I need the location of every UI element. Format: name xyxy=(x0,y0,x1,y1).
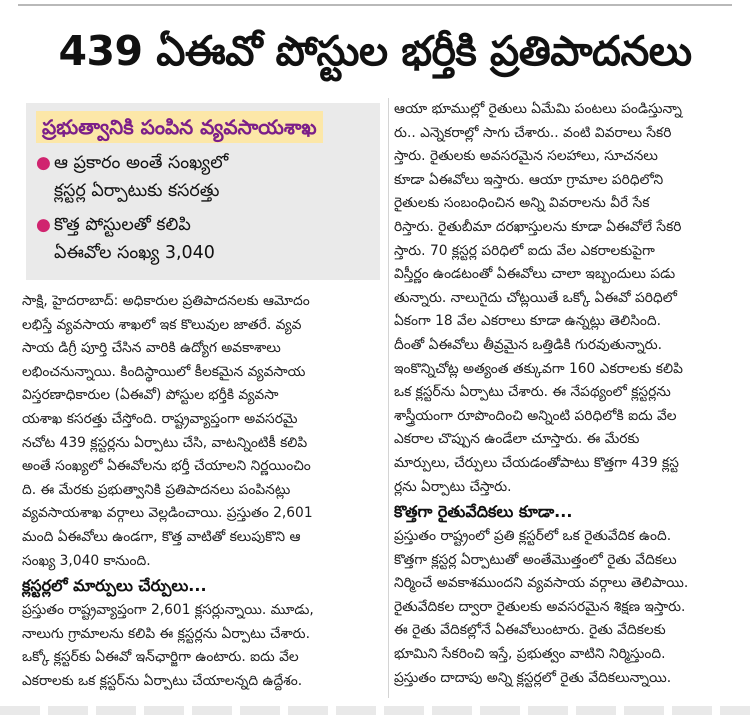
text-line: రు.. ఎన్నెకరాల్లో సాగు చేశారు.. వంటి వివరాలు సేకరి xyxy=(394,124,672,141)
highlight-box xyxy=(26,103,380,280)
bullet-dot-icon: ● xyxy=(36,153,51,173)
text-line: శాస్త్రీయంగా రూపొందించి అన్నింటి పరిధిలోకి ఐదు వేల xyxy=(394,407,677,424)
text-line: ప్రస్తుతం రాష్ట్రంలో ప్రతి క్లస్టర్‌లో ఒక రైతువేదిక ఉంది. xyxy=(394,528,672,545)
text-line: దీంతో ఏఈవోలు తీవ్రమైన ఒత్తిడికి గురవుతున్నారు. xyxy=(394,336,663,353)
highlight-title: ప్రభుత్వానికి పంపిన వ్యవసాయశాఖ xyxy=(36,111,323,143)
text-line: ఒక్కో క్లస్టర్‌కు ఏఈవో ఇన్‌ఛార్జిగా ఉంటారు. ఐదు వేల xyxy=(22,649,299,666)
text-line: ఇంకొన్నిచోట్ల అత్యంత తక్కువగా 160 ఎకరాలకు కలిపి xyxy=(394,360,683,377)
bullet-line: ఏఈవోల సంఖ్య 3,040 xyxy=(54,243,215,263)
left-paragraph-1 xyxy=(22,290,387,573)
bullet-line: ఆ ప్రకారం అంతే సంఖ్యలో xyxy=(54,153,229,173)
text-line: ఎకరాల చొప్పున ఉండేలా చూస్తారు. ఈ మేరకు xyxy=(394,431,640,448)
bullet-dot-icon: ● xyxy=(36,215,51,235)
bottom-rule xyxy=(0,706,750,715)
text-line: ఏకంగా 18 వేల ఎకరాలు కూడా ఉన్నట్లు తెలిసింది. xyxy=(394,313,662,330)
right-paragraph-1 xyxy=(394,98,739,499)
section-subhead: కొత్తగా రైతువేదికలు కూడా... xyxy=(394,502,573,522)
text-line: స్తారు. 70 క్లస్టర్ల పరిధిలో ఐదు వేల ఎకరాలకుపైగా xyxy=(394,242,655,259)
text-line: నాలుగు గ్రామాలను కలిపి ఈ క్లస్టర్లను ఏర్పాటు చేశారు. xyxy=(22,625,310,642)
text-line: ర్లను ఏర్పాటు చేస్తారు. xyxy=(394,478,512,495)
text-line: కొత్తగా క్లస్టర్ల ఏర్పాటుతో అంతేమొత్తంలో రైతు వేదికలు xyxy=(394,551,677,568)
text-line: భూమిని సేకరించి ఇస్తే, ప్రభుత్వం వాటిని నిర్మిస్తుంది. xyxy=(394,646,666,663)
text-line: సంఖ్య 3,040 కానుంది. xyxy=(22,552,151,569)
column-divider xyxy=(388,98,389,698)
text-line: వ్యవసాయశాఖ వర్గాలు వెల్లడించాయి. ప్రస్తుతం 2,601 xyxy=(22,505,313,522)
text-line: సాయ డిగ్రీ పూర్తి చేసిన వారికి ఉద్యోగ అవకాశాలు xyxy=(22,340,281,357)
text-line: రైతులకు సంబంధించిన అన్ని వివరాలను వీరే సేక xyxy=(394,195,650,212)
text-line: ఎకరాలకు ఒక క్లస్టర్‌ను ఏర్పాటు చేయాలన్నది ఉద్దేశం. xyxy=(22,672,303,689)
text-line: ప్రస్తుతం రాష్ట్రవ్యాప్తంగా 2,601 క్లసర్లున్నాయి. మూడు, xyxy=(22,602,314,619)
bullet-line: కొత్త పోస్టులతో కలిపి xyxy=(54,215,191,235)
text-line: లభించనున్నాయి. కిందిస్థాయిలో కీలకమైన వ్యవసాయ xyxy=(22,363,306,380)
bullet-line: క్లస్టర్ల ఏర్పాటుకు కసరత్తు xyxy=(54,181,220,201)
text-line: ఒక క్లస్టర్‌ను ఏర్పాటు చేశారు. ఈ నేపథ్యంలో క్లస్టర్లను xyxy=(394,384,671,401)
text-line: రైతువేదికల ద్వారా రైతులకు అవసరమైన శిక్షణ ఇస్తారు. xyxy=(394,598,686,615)
highlight-bullet xyxy=(36,149,370,205)
text-line: నిర్మించే అవకాశముందని వ్యవసాయ వర్గాలు తెలిపాయి. xyxy=(394,575,689,592)
right-column xyxy=(394,98,739,690)
text-line: విస్తీర్ణం ఉండటంతో ఏఈవోలు చాలా ఇబ్బందులు పడు xyxy=(394,266,676,283)
text-line: విస్తరణాధికారుల (ఏఈవో) పోస్టుల భర్తీకి వ్యవసా xyxy=(22,387,279,404)
text-line: ప్రస్తుతం దాదాపు అన్ని క్లస్టర్లలో రైతు వేదికలున్నాయి. xyxy=(394,669,672,686)
right-paragraph-2 xyxy=(394,525,739,690)
highlight-bullet xyxy=(36,211,370,267)
text-line: కూడా ఏఈవోలు ఇస్తారు. ఆయా గ్రామాల పరిధిలోని xyxy=(394,171,664,188)
text-line: ది. ఈ మేరకు ప్రభుత్వానికి ప్రతిపాదనలు పంపినట్లు xyxy=(22,481,291,498)
text-line: రిస్తారు. రైతుబీమా దరఖాస్తులను కూడా ఏఈవోలే సేకరి xyxy=(394,218,682,235)
text-line: తున్నారు. నాలుగైదు చోట్లయితే ఒక్కో ఏఈవో పరిధిలో xyxy=(394,289,677,306)
section-subhead: క్లస్టర్లలో మార్పులు చేర్పులు... xyxy=(22,576,207,596)
text-line: అంతే సంఖ్యలో ఏఈవోలను భర్తీ చేయాలని నిర్ణయించిం xyxy=(22,458,311,475)
text-line: ఈ రైతు వేదికల్లోనే ఏఈవోలుంటారు. రైతు వేదికలకు xyxy=(394,622,666,639)
bullet-text xyxy=(54,149,228,205)
headline: 439 ఏఈవో పోస్టుల భర్తీకి ప్రతిపాదనలు xyxy=(58,27,692,75)
text-line: స్తారు. రైతులకు అవసరమైన సలహాలు, సూచనలు xyxy=(394,148,658,165)
text-line: యశాఖ కసరత్తు చేస్తోంది. రాష్ట్రవ్యాప్తంగా అవసరమై xyxy=(22,410,298,427)
bullet-text xyxy=(54,211,215,267)
left-column xyxy=(22,290,387,694)
text-line: మంది ఏఈవోలు ఉండగా, కొత్త వాటితో కలుపుకొని ఆ xyxy=(22,528,301,545)
top-rule xyxy=(18,4,732,6)
text-line: మార్పులు, చేర్పులు చేయడంతోపాటు కొత్తగా 439 క్లస్ట xyxy=(394,454,679,471)
text-line: సాక్షి, హైదరాబాద్‌: అధికారుల ప్రతిపాదనలకు ఆమోదం xyxy=(22,293,310,309)
text-line: లభిస్తే వ్యవసాయ శాఖలో ఇక కొలువుల జాతరే. వ్యవ xyxy=(22,316,302,333)
text-line: నచోట 439 క్లస్టర్లను ఏర్పాటు చేసి, వాటన్నింటికీ కలిపి xyxy=(22,434,308,451)
text-line: ఆయా భూముల్లో రైతులు ఏమేమి పంటలు పండిస్తున్నా xyxy=(394,101,682,117)
left-paragraph-2 xyxy=(22,599,387,693)
